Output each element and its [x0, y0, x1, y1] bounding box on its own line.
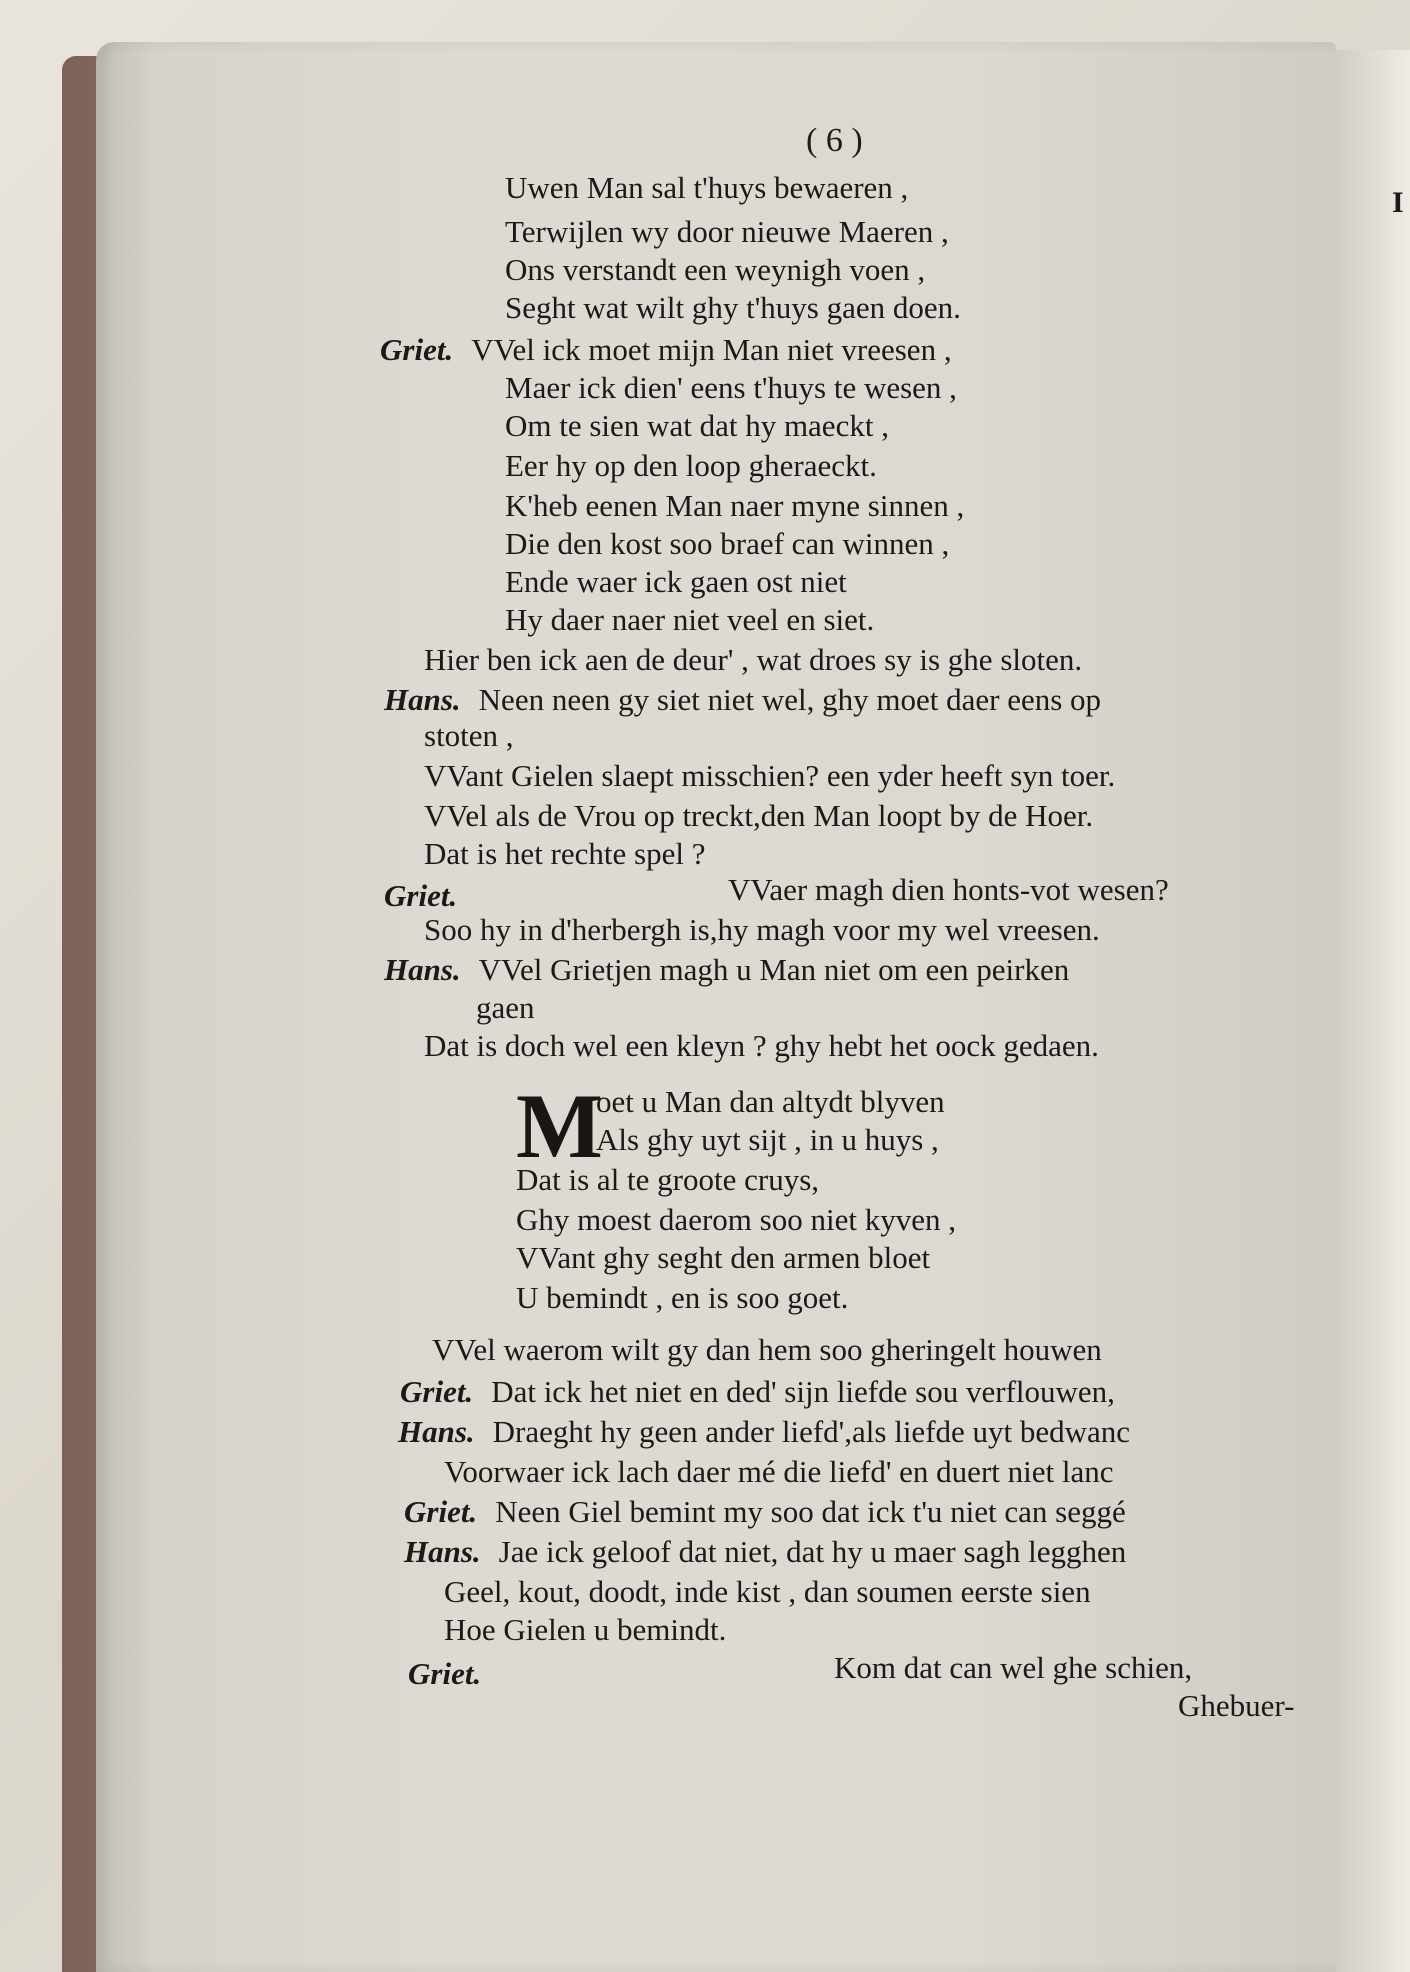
- drop-cap: M: [516, 1075, 603, 1177]
- verse-text: Neen neen gy siet niet wel, ghy moet daer eens op: [478, 682, 1102, 717]
- speaker-name: Hans.: [384, 682, 461, 717]
- verse-text: Ons verstandt een weynigh voen ,: [505, 252, 926, 287]
- text-line: [432, 1334, 1102, 1365]
- verse-text: VVel als de Vrou op treckt,den Man loopt by de Hoer.: [424, 798, 1094, 833]
- verse-text: Seght wat wilt ghy t'huys gaen doen.: [505, 290, 961, 325]
- verse-text: VVel Grietjen magh u Man niet om een peirken: [478, 952, 1070, 987]
- verse-text: VVaer magh dien honts-vot wesen?: [728, 872, 1169, 907]
- verse-text: Draeght hy geen ander liefd',als liefde uyt bedwanc: [492, 1414, 1131, 1449]
- text-line: [596, 1086, 945, 1117]
- text-line: [505, 216, 949, 247]
- text-line: [384, 684, 1101, 715]
- text-line: [444, 1614, 726, 1645]
- verse-text: Soo hy in d'herbergh is,hy magh voor my wel vreesen.: [424, 912, 1100, 947]
- text-line: [505, 372, 957, 403]
- verse-text: VVant ghy seght den armen bloet: [516, 1240, 931, 1275]
- verse-text: Dat is al te groote cruys,: [516, 1162, 820, 1197]
- verse-text: Geel, kout, doodt, inde kist , dan soumen eerste sien: [444, 1574, 1091, 1609]
- text-line: [505, 604, 874, 635]
- text-line: [384, 880, 475, 911]
- text-line: [516, 1242, 930, 1273]
- facing-page-edge: [1330, 50, 1410, 1972]
- verse-text: Terwijlen wy door nieuwe Maeren ,: [505, 214, 949, 249]
- verse-text: U bemindt , en is soo goet.: [516, 1280, 849, 1315]
- text-line: [400, 1376, 1115, 1407]
- text-line: [505, 410, 889, 441]
- text-line: [505, 528, 949, 559]
- verse-text: oet u Man dan altydt blyven: [596, 1084, 945, 1119]
- text-line: [505, 566, 847, 597]
- verse-text: Kom dat can wel ghe schien,: [834, 1650, 1193, 1685]
- verse-text: Dat is het rechte spel ?: [424, 836, 706, 871]
- verse-text: Neen Giel bemint my soo dat ick t'u niet can seggé: [495, 1494, 1126, 1529]
- speaker-name: Hans.: [398, 1414, 475, 1449]
- text-line: [476, 992, 535, 1023]
- catchword: Ghebuer-: [1178, 1688, 1295, 1723]
- verse-text: Eer hy op den loop gheraeckt.: [505, 448, 877, 483]
- verse-text: Ghy moest daerom soo niet kyven ,: [516, 1202, 956, 1237]
- text-line: [505, 172, 908, 203]
- speaker-name: Hans.: [384, 952, 461, 987]
- text-line: [728, 874, 1169, 905]
- text-line: [424, 914, 1100, 945]
- text-line: [424, 720, 514, 751]
- text-line: [596, 1124, 939, 1155]
- text-line: [516, 1282, 848, 1313]
- verse-text: VVant Gielen slaept misschien? een yder heeft syn toer.: [424, 758, 1116, 793]
- speaker-name: Hans.: [404, 1534, 481, 1569]
- verse-text: Hier ben ick aen de deur' , wat droes sy is ghe sloten.: [424, 642, 1083, 677]
- text-line: [398, 1416, 1130, 1447]
- verse-text: Jae ick geloof dat niet, dat hy u maer sagh legghen: [498, 1534, 1127, 1569]
- text-line: [404, 1536, 1126, 1567]
- facing-page-glyph: I: [1392, 186, 1404, 219]
- verse-text: Dat ick het niet en ded' sijn liefde sou verflouwen,: [491, 1374, 1115, 1409]
- verse-text: VVel waerom wilt gy dan hem soo gheringelt houwen: [432, 1332, 1102, 1367]
- speaker-name: Griet.: [408, 1656, 482, 1691]
- text-line: [444, 1456, 1114, 1487]
- text-line: [444, 1576, 1091, 1607]
- verse-text: Als ghy uyt sijt , in u huys ,: [596, 1122, 939, 1157]
- verse-text: Hy daer naer niet veel en siet.: [505, 602, 875, 637]
- text-line: [408, 1658, 499, 1689]
- text-line: [505, 450, 877, 481]
- verse-text: Dat is doch wel een kleyn ? ghy hebt het oock gedaen.: [424, 1028, 1099, 1063]
- verse-text: Voorwaer ick lach daer mé die liefd' en duert niet lanc: [444, 1454, 1114, 1489]
- text-line: [424, 1030, 1099, 1061]
- verse-text: Om te sien wat dat hy maeckt ,: [505, 408, 889, 443]
- text-line: [424, 644, 1082, 675]
- speaker-name: Griet.: [384, 878, 458, 913]
- verse-text: Maer ick dien' eens t'huys te wesen ,: [505, 370, 957, 405]
- text-line: [424, 800, 1093, 831]
- text-line: [404, 1496, 1126, 1527]
- text-line: [424, 760, 1115, 791]
- verse-text: K'heb eenen Man naer myne sinnen ,: [505, 488, 965, 523]
- verse-text: gaen: [476, 990, 535, 1025]
- text-line: [516, 1204, 956, 1235]
- text-line: [505, 292, 961, 323]
- speaker-name: Griet.: [404, 1494, 478, 1529]
- page-number: ( 6 ): [806, 122, 863, 159]
- verse-text: VVel ick moet mijn Man niet vreesen ,: [471, 332, 952, 367]
- speaker-name: Griet.: [380, 332, 454, 367]
- text-line: [384, 954, 1069, 985]
- text-line: [380, 334, 952, 365]
- verse-text: Die den kost soo braef can winnen ,: [505, 526, 950, 561]
- speaker-name: Griet.: [400, 1374, 474, 1409]
- text-line: [505, 490, 964, 521]
- text-line: [834, 1652, 1192, 1683]
- verse-text: stoten ,: [424, 718, 514, 753]
- text-line: [505, 254, 925, 285]
- verse-text: Hoe Gielen u bemindt.: [444, 1612, 727, 1647]
- verse-text: Uwen Man sal t'huys bewaeren ,: [505, 170, 909, 205]
- verse-text: Ende waer ick gaen ost niet: [505, 564, 847, 599]
- text-line: [424, 838, 705, 869]
